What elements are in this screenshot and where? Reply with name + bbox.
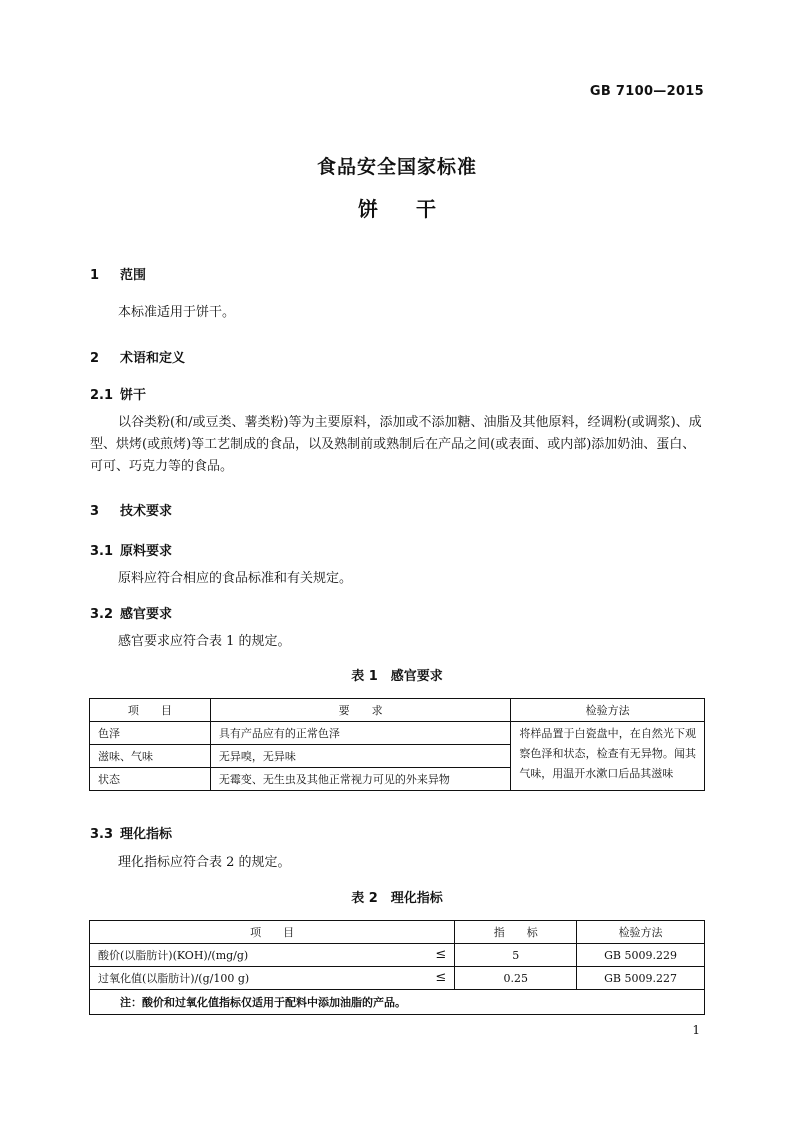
table-header-row — [90, 699, 705, 722]
section-3-1-text: 原料应符合相应的食品标准和有关规定。 — [118, 571, 353, 586]
section-number: 3.2 — [90, 607, 114, 622]
section-title: 原料要求 — [120, 544, 173, 559]
section-3-2-text: 感官要求应符合表 1 的规定。 — [118, 634, 291, 649]
table-cell: GB 5009.227 — [577, 967, 705, 990]
document-subtitle — [0, 193, 794, 222]
table-cell: 5 — [455, 944, 577, 967]
table-cell — [90, 944, 455, 967]
section-number: 1 — [90, 268, 100, 283]
table-header-row — [90, 921, 705, 944]
table-row — [90, 967, 705, 990]
table-cell: GB 5009.229 — [577, 944, 705, 967]
subtitle-part-2: 干 — [416, 197, 436, 221]
document-title: 食品安全国家标准 — [316, 156, 477, 178]
section-number: 3 — [90, 504, 100, 519]
table-2-caption: 表 2 理化指标 — [351, 891, 443, 906]
table-cell: 具有产品应有的正常色泽 — [210, 722, 510, 745]
section-title: 感官要求 — [120, 607, 173, 622]
column-header: 项 目 — [90, 921, 455, 944]
section-title: 范围 — [120, 268, 147, 283]
section-1-text: 本标准适用于饼干。 — [118, 305, 236, 320]
section-title: 技术要求 — [120, 504, 173, 519]
section-title: 术语和定义 — [120, 351, 186, 366]
less-equal-symbol: ≤ — [435, 947, 447, 962]
section-3-3-heading — [90, 823, 172, 842]
column-header: 项 目 — [90, 699, 211, 722]
section-1-heading — [90, 264, 146, 283]
less-equal-symbol: ≤ — [435, 970, 447, 985]
table-cell: 色泽 — [90, 722, 211, 745]
table-note-row — [90, 990, 705, 1015]
item-name: 酸价(以脂肪计)(KOH)/(mg/g) — [98, 949, 249, 962]
section-title: 饼干 — [120, 388, 147, 403]
section-number: 2.1 — [90, 388, 114, 403]
section-3-heading — [90, 500, 172, 519]
section-number: 3.3 — [90, 827, 114, 842]
sensory-requirements-table — [89, 698, 705, 791]
table-row — [90, 944, 705, 967]
section-2-1-heading — [90, 384, 146, 403]
column-header: 检验方法 — [577, 921, 705, 944]
standard-code: GB 7100—2015 — [589, 84, 704, 99]
table-cell: 状态 — [90, 768, 211, 791]
section-3-2-heading — [90, 603, 172, 622]
column-header: 检验方法 — [511, 699, 705, 722]
table-cell — [90, 967, 455, 990]
table-cell: 0.25 — [455, 967, 577, 990]
table-cell: 无异嗅，无异味 — [210, 745, 510, 768]
table-1-caption: 表 1 感官要求 — [351, 669, 443, 684]
section-2-1-text: 以谷类粉(和/或豆类、薯类粉)等为主要原料，添加或不添加糖、油脂及其他原料，经调粉(或调浆)、成型、烘烤(或煎烤)等工艺制成的食品，以及熟制前或熟制后在产品之间(或表面、或内部)添加奶油、蛋白、可可、巧克力等的食品。 — [90, 415, 702, 474]
table-note: 注：酸价和过氧化值指标仅适用于配料中添加油脂的产品。 — [90, 990, 705, 1015]
section-number: 2 — [90, 351, 100, 366]
section-number: 3.1 — [90, 544, 114, 559]
physicochemical-indicators-table — [89, 920, 705, 1015]
item-name: 过氧化值(以脂肪计)/(g/100 g) — [98, 972, 250, 985]
table-row — [90, 722, 705, 745]
column-header: 要 求 — [210, 699, 510, 722]
page-number: 1 — [692, 1023, 700, 1037]
section-title: 理化指标 — [120, 827, 173, 842]
section-2-heading — [90, 347, 185, 366]
section-3-3-text: 理化指标应符合表 2 的规定。 — [118, 855, 291, 870]
inspection-method-cell: 将样品置于白瓷盘中，在自然光下观察色泽和状态，检查有无异物。闻其气味，用温开水漱口后品其滋味 — [511, 722, 705, 791]
table-cell: 滋味、气味 — [90, 745, 211, 768]
subtitle-part-1: 饼 — [358, 197, 378, 221]
section-3-1-heading — [90, 540, 172, 559]
table-cell: 无霉变、无生虫及其他正常视力可见的外来异物 — [210, 768, 510, 791]
column-header: 指 标 — [455, 921, 577, 944]
